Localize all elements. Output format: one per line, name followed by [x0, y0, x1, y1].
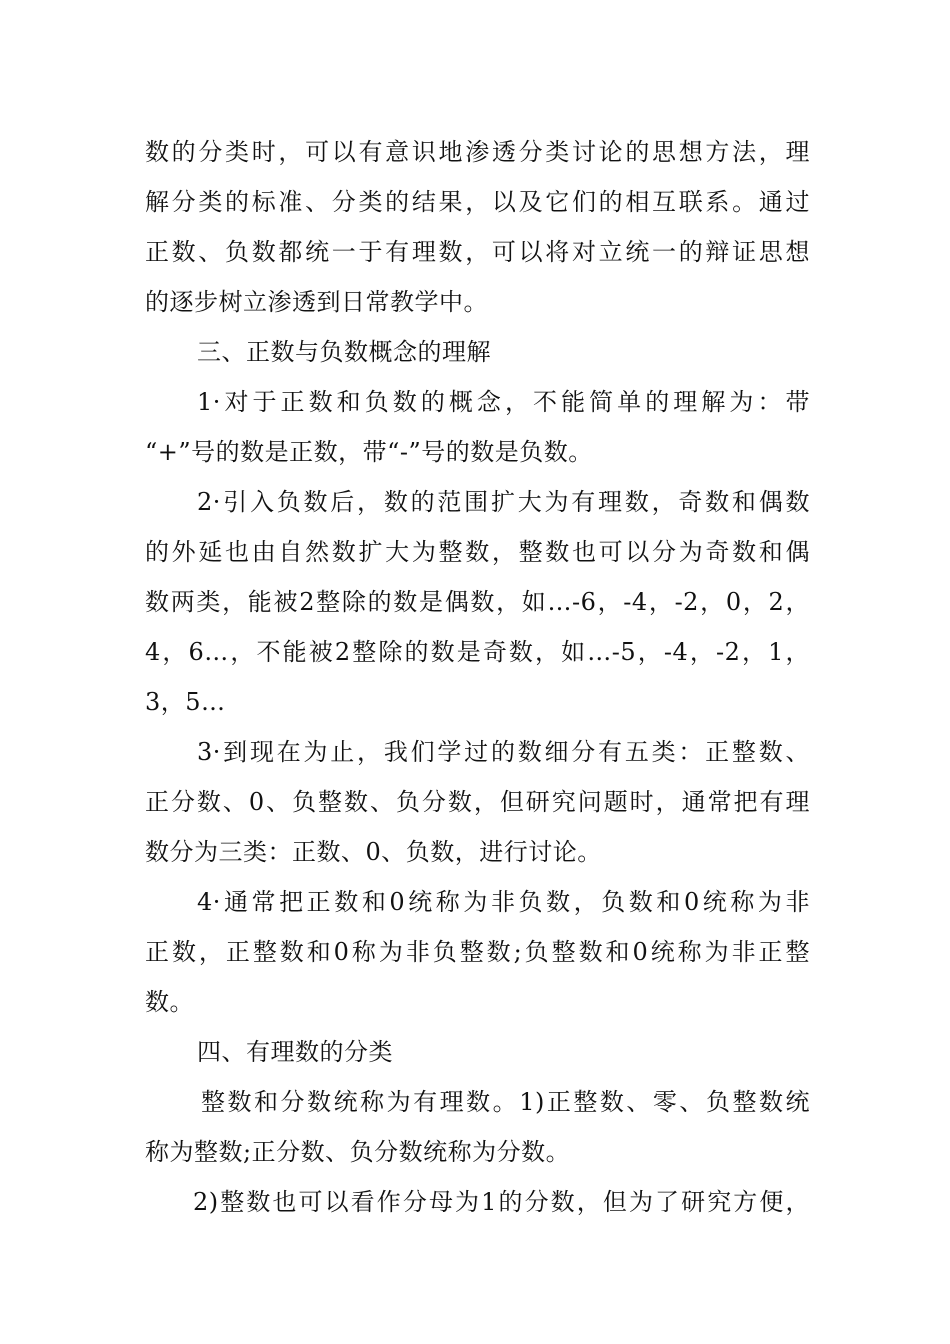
text-line: 的外延也由自然数扩大为整数，整数也可以分为奇数和偶: [145, 538, 810, 566]
text-line: 1·对于正数和负数的概念，不能简单的理解为：带: [197, 388, 810, 416]
text-line: 数两类，能被2整除的数是偶数，如…-6，-4，-2，0，2，: [145, 588, 810, 616]
text-line: 称为整数;正分数、负分数统称为分数。: [145, 1138, 571, 1166]
text-line: “+”号的数是正数，带“-”号的数是负数。: [145, 438, 593, 466]
text-line: 正数，正整数和0称为非负整数;负整数和0统称为非正整: [145, 938, 810, 966]
text-line: 3，5…: [145, 688, 226, 716]
text-line: 数的分类时，可以有意识地渗透分类讨论的思想方法，理: [145, 138, 810, 166]
text-line: 数分为三类：正数、0、负数，进行讨论。: [145, 838, 602, 866]
text-line: 4·通常把正数和0统称为非负数，负数和0统称为非: [197, 888, 810, 916]
text-line: 整数和分数统称为有理数。1)正整数、零、负整数统: [201, 1088, 810, 1116]
section-heading: 三、正数与负数概念的理解: [197, 338, 491, 366]
text-line: 2·引入负数后，数的范围扩大为有理数，奇数和偶数: [197, 488, 810, 516]
text-line: 的逐步树立渗透到日常教学中。: [145, 288, 488, 316]
text-line: 正数、负数都统一于有理数，可以将对立统一的辩证思想: [145, 238, 810, 266]
text-line: 数。: [145, 988, 194, 1016]
text-line: 2)整数也可以看作分母为1的分数，但为了研究方便，: [193, 1188, 810, 1216]
text-line: 4，6…，不能被2整除的数是奇数，如…-5，-4，-2，1，: [145, 638, 810, 666]
section-heading: 四、有理数的分类: [197, 1038, 393, 1066]
text-line: 3·到现在为止，我们学过的数细分有五类：正整数、: [197, 738, 810, 766]
text-line: 解分类的标准、分类的结果，以及它们的相互联系。通过: [145, 188, 810, 216]
text-line: 正分数、0、负整数、负分数，但研究问题时，通常把有理: [145, 788, 810, 816]
